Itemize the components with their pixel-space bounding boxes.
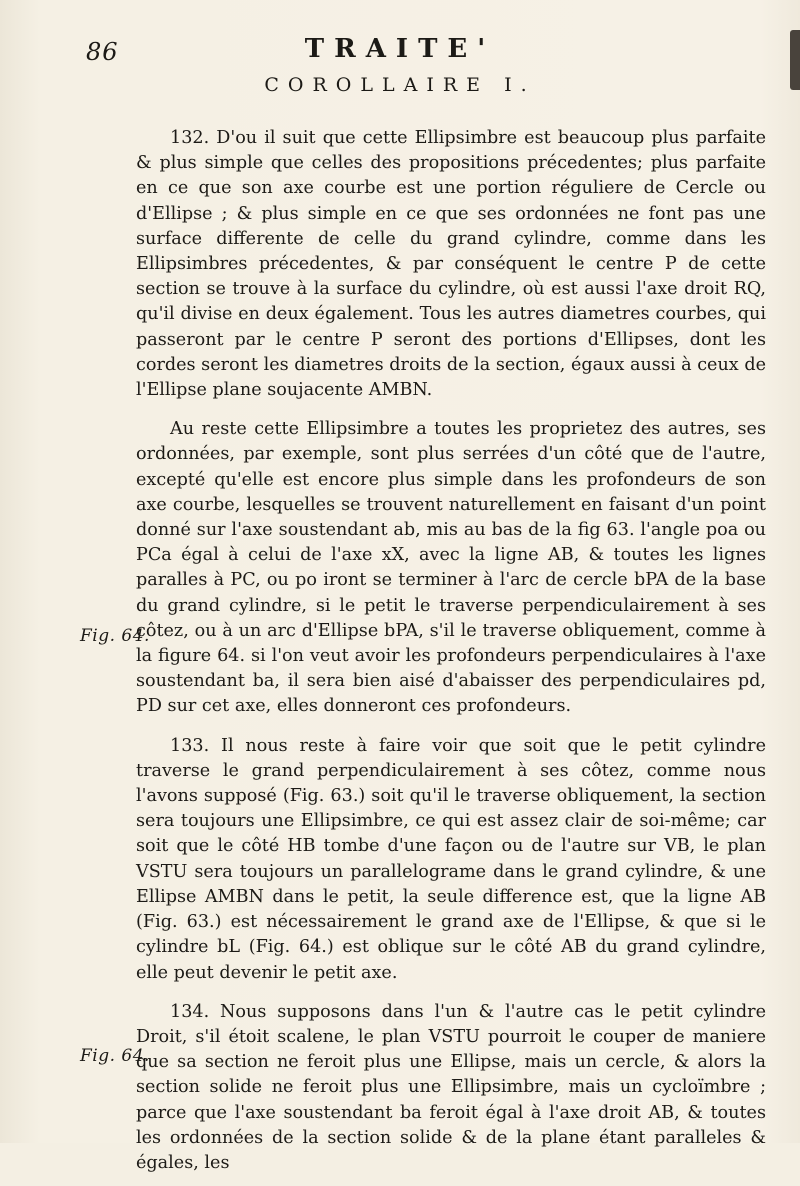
running-title: TRAITE' xyxy=(304,34,496,64)
body-text xyxy=(136,126,766,1186)
margin-figure-reference: Fig. 64. xyxy=(80,626,150,646)
paragraph-134: 134. Nous supposons dans l'un & l'autre cas le petit cylindre Droit, s'il étoit scalene, le plan VSTU pourroit le couper de maniere que sa section ne feroit plus une Ellipse, mais un cercle, & alors la section solide ne feroit plus une Ellipsimbre, mais un cycloïmbre ; parce que l'axe soustendant ba feroit égal à l'axe droit AB, & toutes les ordonnées de la section solide & de la plane étant paralleles & égales, les xyxy=(136,1001,766,1173)
paragraph-132: 132. D'ou il suit que cette Ellipsimbre est beaucoup plus parfaite & plus simple que celles des propositions précedentes; plus parfaite en ce que son axe courbe est une portion réguliere de Cercle ou d'Ellipse ; & plus simple en ce que ses ordonnées ne font pas une surface differente de celle du grand cylindre, comme dans les Ellipsimbres précedentes, & par conséquent le centre P de cette section se trouve à la surface du cylindre, où est aussi l'axe droit RQ, qu'il divise en deux également. Tous les autres diametres courbes, qui passeront par le centre P seront des portions d'Ellipses, dont les cordes seront les diametres droits de la section, égaux aussi à ceux de l'Ellipse plane soujacente AMBN. xyxy=(136,128,766,401)
page-header xyxy=(0,22,800,96)
section-heading: COROLLAIRE I. xyxy=(264,74,536,96)
margin-figure-reference: Fig. 64. xyxy=(80,1046,150,1066)
paragraph-au-reste: Au reste cette Ellipsimbre a toutes les proprietez des autres, ses ordonnées, par exemple, sont plus serrées d'un côté que de l'autre, excepté qu'elle est encore plus simple dans les profondeurs de son axe courbe, lesquelles se trouvent naturellement en faisant d'un point donné sur l'axe soustendant ab, mis au bas de la fig 63. l'angle poa ou PCa égal à celui de l'axe xX, avec la ligne AB, & toutes les lignes paralles à PC, ou po iront se terminer à l'arc de cercle bPA de la base du grand cylindre, si le petit le traverse perpendiculairement à ses côtez, ou à un arc d'Ellipse bPA, s'il le traverse obliquement, comme à la figure 64. si l'on veut avoir les profondeurs perpendiculaires à l'axe soustendant ba, il sera bien aisé d'abaisser des perpendiculaires pd, PD sur cet axe, elles donneront ces profondeurs. xyxy=(136,419,766,717)
paragraph-133: 133. Il nous reste à faire voir que soit que le petit cylindre traverse le grand perpendiculairement à ses côtez, comme nous l'avons supposé (Fig. 63.) soit qu'il le traverse obliquement, la section sera toujours une Ellipsimbre, ce qui est assez clair de soi-même; car soit que le côté HB tombe d'une façon ou de l'autre sur VB, le plan VSTU sera toujours un parallelograme dans le grand cylindre, & une Ellipse AMBN dans le petit, la seule difference est, que la ligne AB (Fig. 63.) est nécessairement le grand axe de l'Ellipse, & que si le cylindre bL (Fig. 64.) est oblique sur le côté AB du grand cylindre, elle peut devenir le petit axe. xyxy=(136,735,766,983)
page-number: 86 xyxy=(86,38,119,66)
